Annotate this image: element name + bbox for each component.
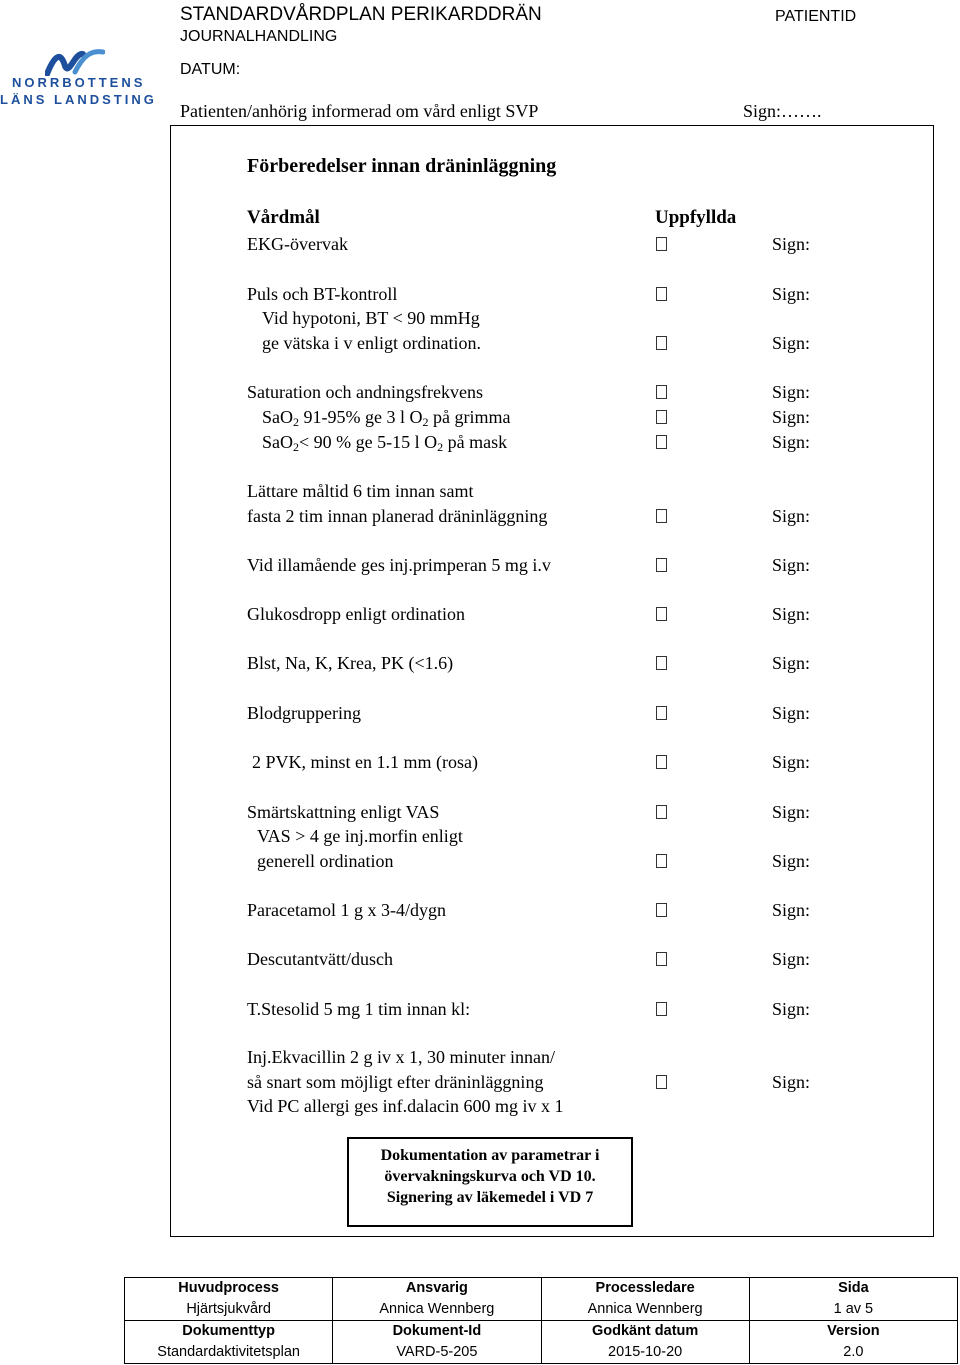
doc-note-line: Signering av läkemedel i VD 7 bbox=[386, 1189, 594, 1206]
fulfilled-checkbox[interactable] bbox=[656, 509, 667, 523]
doc-note-line: övervakningskurva och VD 10. bbox=[384, 1168, 596, 1185]
sign-field[interactable]: Sign: bbox=[772, 703, 811, 723]
fulfilled-checkbox[interactable] bbox=[656, 706, 667, 720]
dokumenttyp-value: Standardaktivitetsplan bbox=[125, 1342, 333, 1364]
text-part: 91-95% ge 3 l O bbox=[299, 407, 423, 427]
text-part: på mask bbox=[443, 432, 508, 452]
care-goal-text: Blodgruppering bbox=[247, 703, 361, 723]
fulfilled-checkbox[interactable] bbox=[656, 336, 667, 350]
processledare-label: Processledare bbox=[541, 1278, 749, 1300]
column-header-done: Uppfyllda bbox=[655, 207, 737, 228]
care-goal-text: ge vätska i v enligt ordination. bbox=[262, 332, 481, 353]
care-goal-text bbox=[262, 405, 510, 431]
fulfilled-checkbox[interactable] bbox=[656, 854, 667, 868]
care-goal-text: Smärtskattning enligt VAS bbox=[247, 802, 440, 822]
care-goal-text: T.Stesolid 5 mg 1 tim innan kl: bbox=[247, 999, 471, 1019]
sign-field[interactable]: Sign: bbox=[772, 949, 811, 969]
sign-field[interactable]: Sign: bbox=[772, 850, 811, 871]
care-goal-text: EKG-övervak bbox=[247, 234, 348, 254]
care-goal-text: så snart som möjligt efter dräninläggning bbox=[247, 1071, 544, 1092]
doc-note-line: Dokumentation av parametrar i bbox=[380, 1147, 600, 1164]
dokumentid-label: Dokument-Id bbox=[333, 1321, 541, 1343]
sida-value: 1 av 5 bbox=[749, 1299, 957, 1321]
document-title: STANDARDVÅRDPLAN PERIKARDDRÄN bbox=[180, 4, 542, 25]
fulfilled-checkbox[interactable] bbox=[656, 607, 667, 621]
care-goal-text: Puls och BT-kontroll bbox=[247, 284, 398, 304]
sign-field[interactable]: Sign: bbox=[772, 1071, 811, 1092]
care-goal-text bbox=[262, 430, 507, 456]
informed-sign: Sign:……. bbox=[743, 101, 822, 121]
care-goal-text: Saturation och andningsfrekvens bbox=[247, 382, 483, 402]
fulfilled-checkbox[interactable] bbox=[656, 656, 667, 670]
logo-mark-icon bbox=[45, 48, 105, 76]
ansvarig-label: Ansvarig bbox=[333, 1278, 541, 1300]
care-goal-text: Inj.Ekvacillin 2 g iv x 1, 30 minuter innan/ bbox=[247, 1047, 555, 1067]
ansvarig-value: Annica Wennberg bbox=[333, 1299, 541, 1321]
processledare-value: Annica Wennberg bbox=[541, 1299, 749, 1321]
sign-field[interactable]: Sign: bbox=[772, 653, 811, 673]
text-part: på grimma bbox=[428, 407, 511, 427]
fulfilled-checkbox[interactable] bbox=[656, 1075, 667, 1089]
column-header-goal: Vårdmål bbox=[247, 207, 320, 228]
huvudprocess-label: Huvudprocess bbox=[125, 1278, 333, 1300]
sign-field[interactable]: Sign: bbox=[772, 802, 811, 822]
sign-field[interactable]: Sign: bbox=[772, 900, 811, 920]
patient-id-label: PATIENTID bbox=[775, 8, 857, 25]
documentation-note-box bbox=[347, 1137, 633, 1227]
godkant-label: Godkänt datum bbox=[541, 1321, 749, 1343]
sign-field[interactable]: Sign: bbox=[772, 284, 811, 304]
fulfilled-checkbox[interactable] bbox=[656, 287, 667, 301]
care-goal-text: generell ordination bbox=[257, 850, 394, 871]
logo-text-line1: NORRBOTTENS bbox=[12, 75, 146, 90]
sign-field[interactable]: Sign: bbox=[772, 432, 811, 452]
care-goal-text: fasta 2 tim innan planerad dräninläggning bbox=[247, 505, 548, 526]
fulfilled-checkbox[interactable] bbox=[656, 435, 667, 449]
sign-field[interactable]: Sign: bbox=[772, 234, 811, 254]
document-subtitle: JOURNALHANDLING bbox=[180, 28, 338, 45]
sign-field[interactable]: Sign: bbox=[772, 332, 811, 353]
subscript: 2 bbox=[293, 440, 299, 454]
fulfilled-checkbox[interactable] bbox=[656, 410, 667, 424]
document-info-table bbox=[124, 1277, 958, 1364]
datum-label: DATUM: bbox=[180, 61, 241, 78]
care-goal-text: Blst, Na, K, Krea, PK (<1.6) bbox=[247, 653, 454, 673]
fulfilled-checkbox[interactable] bbox=[656, 755, 667, 769]
section-heading: Förberedelser innan dräninläggning bbox=[247, 155, 557, 177]
care-goal-text: VAS > 4 ge inj.morfin enligt bbox=[257, 826, 463, 846]
logo-text-line2: LÄNS LANDSTING bbox=[0, 92, 157, 107]
fulfilled-checkbox[interactable] bbox=[656, 903, 667, 917]
subscript: 2 bbox=[422, 415, 429, 429]
text-part: SaO bbox=[262, 407, 293, 427]
sign-field[interactable]: Sign: bbox=[772, 752, 811, 772]
fulfilled-checkbox[interactable] bbox=[656, 558, 667, 572]
subscript: 2 bbox=[437, 440, 444, 454]
fulfilled-checkbox[interactable] bbox=[656, 805, 667, 819]
godkant-value: 2015-10-20 bbox=[541, 1342, 749, 1364]
care-goal-text: Glukosdropp enligt ordination bbox=[247, 604, 465, 624]
sign-field[interactable]: Sign: bbox=[772, 555, 811, 575]
care-goal-text: 2 PVK, minst en 1.1 mm (rosa) bbox=[252, 752, 478, 772]
sign-field[interactable]: Sign: bbox=[772, 604, 811, 624]
sign-field[interactable]: Sign: bbox=[772, 505, 811, 526]
sign-field[interactable]: Sign: bbox=[772, 407, 811, 427]
care-goal-text: Descutantvätt/dusch bbox=[247, 949, 393, 969]
care-goal-text: Vid hypotoni, BT < 90 mmHg bbox=[262, 308, 480, 328]
care-goal-text: Paracetamol 1 g x 3-4/dygn bbox=[247, 900, 446, 920]
fulfilled-checkbox[interactable] bbox=[656, 237, 667, 251]
sida-label: Sida bbox=[749, 1278, 957, 1300]
fulfilled-checkbox[interactable] bbox=[656, 1002, 667, 1016]
text-part: < 90 % ge 5-15 l O bbox=[299, 432, 438, 452]
huvudprocess-value: Hjärtsjukvård bbox=[125, 1299, 333, 1321]
subscript: 2 bbox=[293, 415, 299, 429]
sign-field[interactable]: Sign: bbox=[772, 382, 811, 402]
dokumenttyp-label: Dokumenttyp bbox=[125, 1321, 333, 1343]
version-label: Version bbox=[749, 1321, 957, 1343]
care-goal-text: Vid PC allergi ges inf.dalacin 600 mg iv x 1 bbox=[247, 1096, 564, 1116]
fulfilled-checkbox[interactable] bbox=[656, 385, 667, 399]
dokumentid-value: VARD-5-205 bbox=[333, 1342, 541, 1364]
informed-text: Patienten/anhörig informerad om vård enligt SVP bbox=[180, 101, 539, 121]
care-goal-text: Lättare måltid 6 tim innan samt bbox=[247, 481, 474, 501]
care-goal-text: Vid illamående ges inj.primperan 5 mg i.v bbox=[247, 555, 551, 575]
sign-field[interactable]: Sign: bbox=[772, 999, 811, 1019]
fulfilled-checkbox[interactable] bbox=[656, 952, 667, 966]
text-part: SaO bbox=[262, 432, 293, 452]
version-value: 2.0 bbox=[749, 1342, 957, 1364]
